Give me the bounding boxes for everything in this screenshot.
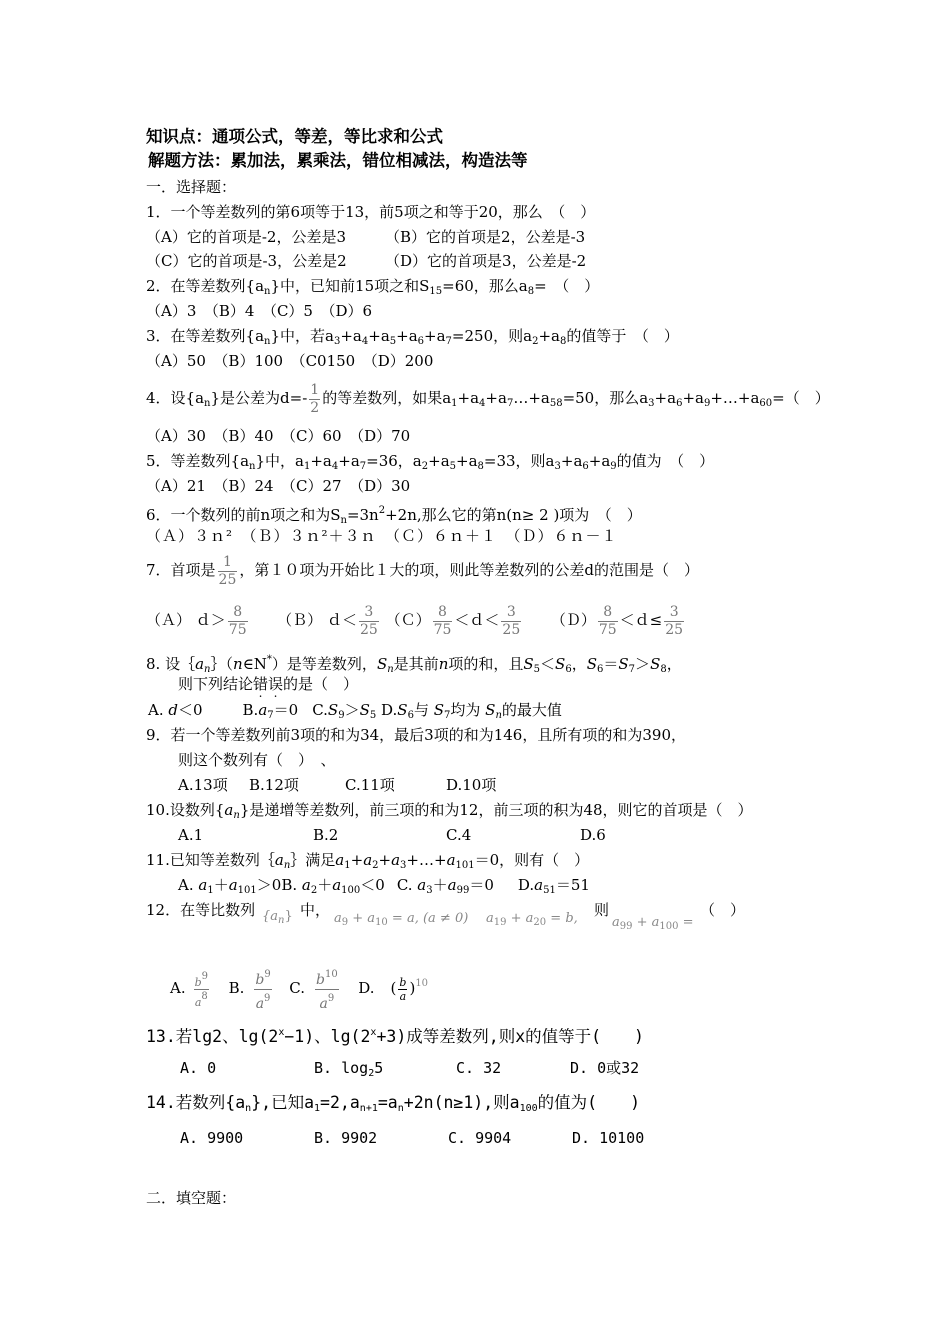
q13-option-b: B. $\log_25$ [314,1059,384,1079]
q9-option-a: A.13项 [178,776,228,794]
q3-stem: 3．在等差数列$\{a_n\}$中，若$a_3+a_4+a_5+a_6+a_7=250$，则$a_2+a_8$的值等于 （ ） [146,327,679,347]
q9-option-b: B.12项 [249,776,299,794]
q11-option-c: C. $a_3+a_{99}=0$ [396,876,494,896]
q4-options: （A）30 （B）40 （C）60 （D）70 [146,427,411,445]
q14-option-b: B. 9902 [314,1129,378,1147]
q10-option-c: C.4 [446,826,472,844]
q14-option-c: C. 9904 [448,1129,512,1147]
q14-option-a: A. 9900 [180,1129,244,1147]
q13-option-c: C. 32 [456,1059,502,1077]
q9-line1: 9．若一个等差数列前3项的和为34，最后3项的和为146，且所有项的和为390， [146,726,686,744]
q7-stem: 7．首项是 $\frac{1}{25}$ ，第１０项为开始比１大的项，则此等差数列的公差d的范围是（ ） [146,553,699,588]
q11-stem: 11.已知等差数列$\{a_n\}$满足$a_1+a_2+a_3+\dots+a_{101}=0$，则有（ ） [146,851,590,871]
q2-stem: 2．在等差数列$\{a_n\}$中，已知前15项之和$S_{15}=60$，那么$a_8=$ （ ） [146,277,600,297]
q14-stem: 14.若数列$\{a_n\}$,已知$a_1=2,a_{n+1}=a_n+2n(n\ge 1)$,则$a_{100}$的值为( ) [146,1093,641,1114]
q12-option-a: A. $\frac{b9}{a8}$ [170,970,209,1009]
q8-stem: 8. 设$\{a_n\}(n\in N^*)$是等差数列，$S_n$是其前n项的和，且$S_5<S_6$，$S_6=S_7>S_8$， [146,654,682,675]
q1-option-b: （B）它的首项是2，公差是-3 [385,228,586,246]
q12-zhong: 中， [300,901,331,919]
q10-stem: 10.设数列$\{a_n\}$是递增等差数列，前三项的和为12，前三项的积为48，则它的首项是（ ） [146,801,753,821]
q1-option-a: （A）它的首项是-2，公差是3 [146,228,346,246]
methods-heading: 解题方法：累加法，累乘法，错位相减法，构造法等 [148,151,528,170]
q12-condition-2: $a_{19} + a_{20} = b$, [486,911,578,928]
q7-stem-fraction: $\frac{1}{25}$ [218,553,237,588]
q10-option-b: B.2 [313,826,339,844]
q8-option-b: $B.a_7=0$ [242,701,299,721]
knowledge-heading: 知识点：通项公式，等差，等比求和公式 [146,127,443,146]
q12-stem-label: 12．在等比数列 [146,901,256,919]
q6-stem: 6．一个数列的前n项之和为$S_n=3n^2+2n$,那么它的第n(n≥ 2 )项为 （ ） [146,505,642,526]
q9-option-d: D.10项 [446,776,497,794]
section-choice-heading: 一．选择题： [146,178,237,196]
q1-option-d: （D）它的首项是3，公差是-2 [385,252,587,270]
q10-option-d: D.6 [580,826,606,844]
q8-option-d: $D.S_6$与 $S_7$均为 $S_n$的最大值 [376,701,562,721]
q12-options [170,962,428,1013]
q13-option-d: D. 0或32 [570,1059,640,1077]
q2-options: （A）3 （B）4 （C）5 （D）6 [146,302,373,320]
q11-option-b: B. $a_2+a_{100}<0$ [281,876,385,896]
q8-option-a: A. d＜0 [148,701,203,719]
q12-option-d: D. ( $\frac{b}{a}$ )$^{10}$ [358,975,429,1003]
q6-options: （Ａ）３ｎ² （Ｂ）３ｎ²＋３ｎ （Ｃ）６ｎ＋１ （Ｄ）６ｎ－１ [146,527,618,545]
q7-options [146,600,686,640]
q5-stem: 5．等差数列$\{a_n\}$中，$a_1+a_4+a_7=36$，$a_2+a_5+a_8=33$，则$a_3+a_6+a_9$的值为 （ ） [146,452,715,472]
q7-option-d: （Ｄ） $\frac{8}{75}$ ＜ｄ≤ $\frac{3}{25}$ [550,603,684,638]
q12-condition-1: $a_9 + a_{10} = a$, (a ≠ 0) [334,911,469,928]
q7-option-a: （Ａ） ｄ＞ $\frac{8}{75}$ [146,603,247,638]
q10-option-a: A.1 [178,826,204,844]
q12-target-sum: $a_{99} + a_{100}$ = [612,915,694,932]
q4-fraction: $\frac{1}{2}$ [310,381,320,416]
q1-option-c: （C）它的首项是-3，公差是2 [146,252,347,270]
q8-option-c: $C.S_9>S_5$ [312,701,377,721]
q5-options: （A）21 （B）24 （C）27 （D）30 [146,477,411,495]
q12-option-b: B. $\frac{b^9}{a^9}$ [229,979,274,997]
q11-options [178,876,590,900]
q7-option-c: （Ｃ） $\frac{8}{75}$ ＜ｄ＜ $\frac{3}{25}$ [385,603,521,638]
q11-option-d: $D.a_{51}=51$ [517,876,590,896]
section-fill-heading: 二．填空题： [146,1189,237,1207]
q3-options: （A）50 （B）100 （C0150 （D）200 [146,352,434,370]
q4-stem: 4．设$\{a_n\}$是公差为d=- $\frac{1}{2}$ 的等差数列，如果$a_1+a_4+a_7\dots+a_{58}=50$，那么$a_3+a_6+a_9+\dots+a_{60}=$（ ） [146,381,830,416]
q8-line2: 则下列结论错误的是（ ） [178,675,359,693]
q13-stem: 13.若lg2、$\lg(2^x-1)$、$\lg(2^x+3)$成等差数列,则x的值等于( ) [146,1027,644,1046]
q14-option-d: D. 10100 [572,1129,645,1147]
q12-answer-paren: （ ） [700,901,746,919]
q8-options [148,701,562,725]
q12-sequence: $\{a_n\}$ [262,909,293,926]
q12-ze: 则 [594,901,610,919]
q7-option-b: （Ｂ） ｄ＜ $\frac{3}{25}$ [277,603,378,638]
q13-option-a: A. 0 [180,1059,217,1077]
q12-option-c: C. $\frac{b^{10}}{a^9}$ [289,979,340,997]
q9-option-c: C.11项 [345,776,395,794]
q11-option-a: A. $a_1+a_{101}>0$ [178,876,282,896]
q1-stem: 1．一个等差数列的第6项等于13，前5项之和等于20，那么 （ ） [146,203,596,221]
q9-line2: 则这个数列有（ ） 、 [178,751,336,769]
